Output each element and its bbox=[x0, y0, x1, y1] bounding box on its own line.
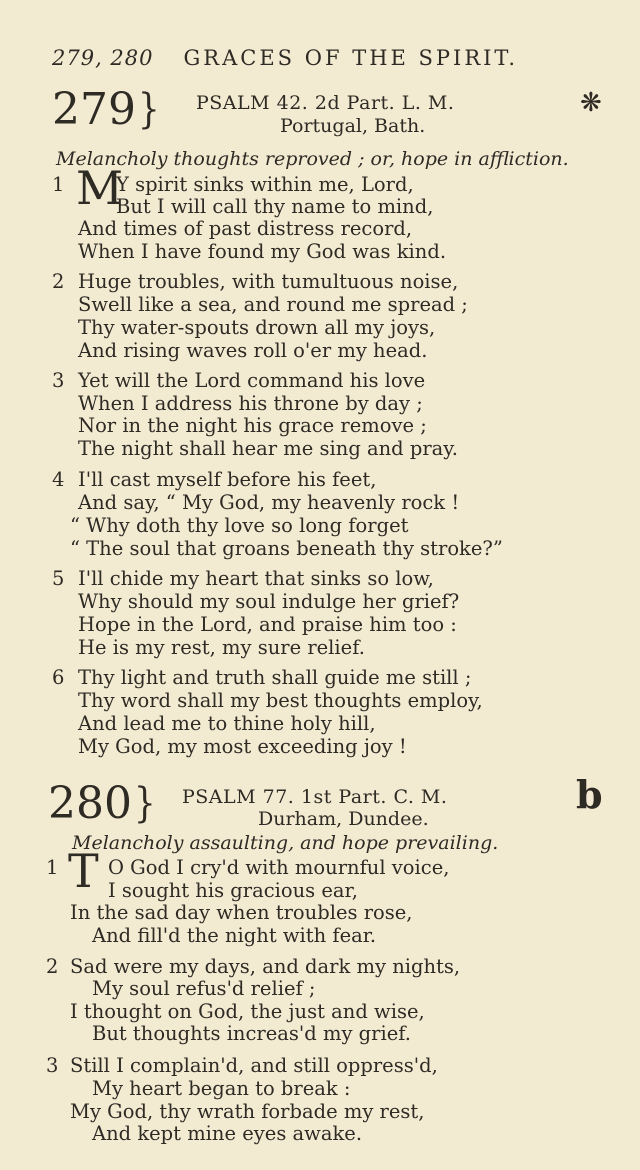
verse-line: Huge troubles, with tumultuous noise, bbox=[78, 270, 459, 293]
verse-line: My God, my most exceeding joy ! bbox=[78, 735, 407, 758]
verse-line: Hope in the Lord, and praise him too : bbox=[78, 613, 457, 636]
page-numbers: 279, 280 bbox=[52, 46, 154, 70]
running-head bbox=[52, 46, 552, 71]
verse-line: “ The soul that groans beneath thy stroke?” bbox=[70, 537, 503, 560]
verse-line: And times of past distress record, bbox=[78, 217, 413, 240]
verse-line: And lead me to thine holy hill, bbox=[78, 712, 376, 735]
verse-line: And rising waves roll o'er my head. bbox=[78, 339, 428, 362]
verse-line: Thy word shall my best thoughts employ, bbox=[78, 689, 483, 712]
verse-line: And say, “ My God, my heavenly rock ! bbox=[78, 491, 460, 514]
verse-number: 6 bbox=[52, 666, 65, 689]
verse-line: I'll chide my heart that sinks so low, bbox=[78, 567, 434, 590]
verse-line: My soul refus'd relief ; bbox=[92, 977, 316, 1000]
flat-sign-icon: b bbox=[576, 772, 603, 817]
verse-line: And fill'd the night with fear. bbox=[92, 924, 377, 947]
drop-cap: T bbox=[68, 844, 99, 898]
verse-line: And kept mine eyes awake. bbox=[92, 1122, 363, 1145]
tune-names: Durham, Dundee. bbox=[258, 808, 429, 830]
verse-line: In the sad day when troubles rose, bbox=[70, 901, 413, 924]
brace-icon: } bbox=[137, 86, 160, 134]
verse-number: 4 bbox=[52, 468, 65, 491]
psalm-heading: PSALM 77. 1st Part. C. M. bbox=[182, 786, 448, 808]
verse-line: I thought on God, the just and wise, bbox=[70, 1000, 425, 1023]
verse-line: Still I complain'd, and still oppress'd, bbox=[70, 1054, 438, 1077]
verse-number: 3 bbox=[52, 369, 65, 392]
verse-line: But I will call thy name to mind, bbox=[116, 195, 434, 218]
verse-line: I sought his gracious ear, bbox=[108, 879, 358, 902]
verse-line: Swell like a sea, and round me spread ; bbox=[78, 293, 468, 316]
verse-line: When I have found my God was kind. bbox=[78, 240, 447, 263]
verse-line: Y spirit sinks within me, Lord, bbox=[116, 173, 414, 196]
verse-line: My heart began to break : bbox=[92, 1077, 351, 1100]
verse-line: Thy water-spouts drown all my joys, bbox=[78, 316, 436, 339]
verse-number: 1 bbox=[46, 856, 59, 879]
hymn-number bbox=[52, 84, 160, 135]
verse-line: But thoughts increas'd my grief. bbox=[92, 1022, 411, 1045]
verse-number: 2 bbox=[52, 270, 65, 293]
tune-names: Portugal, Bath. bbox=[280, 115, 426, 137]
verse-line: When I address his throne by day ; bbox=[78, 392, 423, 415]
verse-line: He is my rest, my sure relief. bbox=[78, 636, 365, 659]
hymn-number bbox=[48, 778, 156, 829]
brace-icon: } bbox=[133, 780, 156, 828]
verse-line: Nor in the night his grace remove ; bbox=[78, 414, 427, 437]
verse-number: 1 bbox=[52, 173, 65, 196]
verse-line: I'll cast myself before his feet, bbox=[78, 468, 377, 491]
verse-number: 5 bbox=[52, 567, 65, 590]
verse-line: “ Why doth thy love so long forget bbox=[70, 514, 409, 537]
asterism-icon: ❋ bbox=[580, 88, 602, 118]
hymn-number-text: 280 bbox=[48, 778, 132, 829]
section-title: GRACES OF THE SPIRIT. bbox=[183, 46, 519, 70]
verse-line: Sad were my days, and dark my nights, bbox=[70, 955, 461, 978]
drop-cap: M bbox=[76, 161, 124, 215]
verse-line: Thy light and truth shall guide me still ; bbox=[78, 666, 472, 689]
hymn-subtitle: Melancholy thoughts reproved ; or, hope in affliction. bbox=[56, 148, 569, 170]
verse-number: 2 bbox=[46, 955, 59, 978]
verse-number: 3 bbox=[46, 1054, 59, 1077]
verse-line: Yet will the Lord command his love bbox=[78, 369, 426, 392]
psalm-heading: PSALM 42. 2d Part. L. M. bbox=[196, 92, 455, 114]
hymn-number-text: 279 bbox=[52, 84, 136, 135]
verse-line: Why should my soul indulge her grief? bbox=[78, 590, 460, 613]
verse-line: The night shall hear me sing and pray. bbox=[78, 437, 458, 460]
verse-line: O God I cry'd with mournful voice, bbox=[108, 856, 450, 879]
hymn-subtitle: Melancholy assaulting, and hope prevailing. bbox=[72, 832, 499, 854]
verse-line: My God, thy wrath forbade my rest, bbox=[70, 1100, 425, 1123]
